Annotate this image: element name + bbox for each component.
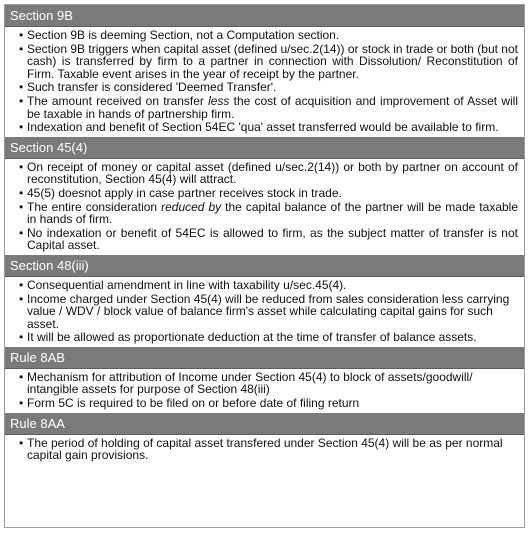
section-header: Section 48(iii) — [5, 255, 524, 277]
bullet-item: • The entire consideration reduced by the capital balance of the partner will be made taxable in hands of firm. — [19, 201, 518, 226]
section-header: Section 45(4) — [5, 137, 524, 159]
section-header: Rule 8AA — [5, 413, 524, 435]
bullet-item: • Section 9B is deeming Section, not a Computation section. — [19, 29, 518, 42]
bullet-item: • The amount received on transfer less the cost of acquisition and improvement of Asset will be taxable in hands of partnership firm. — [19, 95, 518, 120]
section-body — [5, 369, 524, 413]
section-header: Rule 8AB — [5, 347, 524, 369]
rule-8ab — [5, 347, 524, 413]
bullet-item: • No indexation or benefit of 54EC is allowed to firm, as the subject matter of transfer is not Capital asset. — [19, 227, 518, 252]
bullet-item: • The period of holding of capital asset transfered under Section 45(4) will be as per normal capital gain provisions. — [19, 437, 518, 462]
bullet-item: • Such transfer is considered 'Deemed Transfer'. — [19, 81, 518, 94]
section-body — [5, 277, 524, 347]
bullet-item: • Consequential amendment in line with taxability u/sec.45(4). — [19, 279, 518, 292]
section-body — [5, 435, 524, 465]
bullet-item: • On receipt of money or capital asset (defined u/sec.2(14)) or both by partner on account of reconstitution, Section 45(4) will attract. — [19, 161, 518, 186]
bullet-item: • Form 5C is required to be filed on or before date of filing return — [19, 397, 518, 410]
bullet-item: • It will be allowed as proportionate deduction at the time of transfer of balance assets. — [19, 331, 518, 344]
bullet-item: • Section 9B triggers when capital asset (defined u/sec.2(14)) or stock in trade or both (but not cash) is transferred by firm to a partner in connection with Dissolution/ Reconstitution of Firm. Taxable event arises in the year of receipt by the partner. — [19, 43, 518, 81]
section-body — [5, 159, 524, 255]
bullet-item: • Mechanism for attribution of Income under Section 45(4) to block of assets/goodwill/ intangible assets for purpose of Section 48(iii) — [19, 371, 518, 396]
section-9b — [5, 5, 524, 137]
bullet-item: • Indexation and benefit of Section 54EC 'qua' asset transferred would be available to firm. — [19, 121, 518, 134]
rule-8aa — [5, 413, 524, 465]
emphasis-text: reduced by — [161, 199, 222, 214]
summary-panel — [4, 4, 525, 528]
bullet-item: • 45(5) doesnot apply in case partner receives stock in trade. — [19, 187, 518, 200]
section-45-4 — [5, 137, 524, 255]
section-body — [5, 27, 524, 137]
section-48-iii — [5, 255, 524, 347]
emphasis-text: less — [208, 93, 230, 108]
section-header: Section 9B — [5, 5, 524, 27]
bullet-item: • Income charged under Section 45(4) will be reduced from sales consideration less carrying value / WDV / block value of balance firm's asset while calculating capital gains for such asset. — [19, 293, 518, 331]
